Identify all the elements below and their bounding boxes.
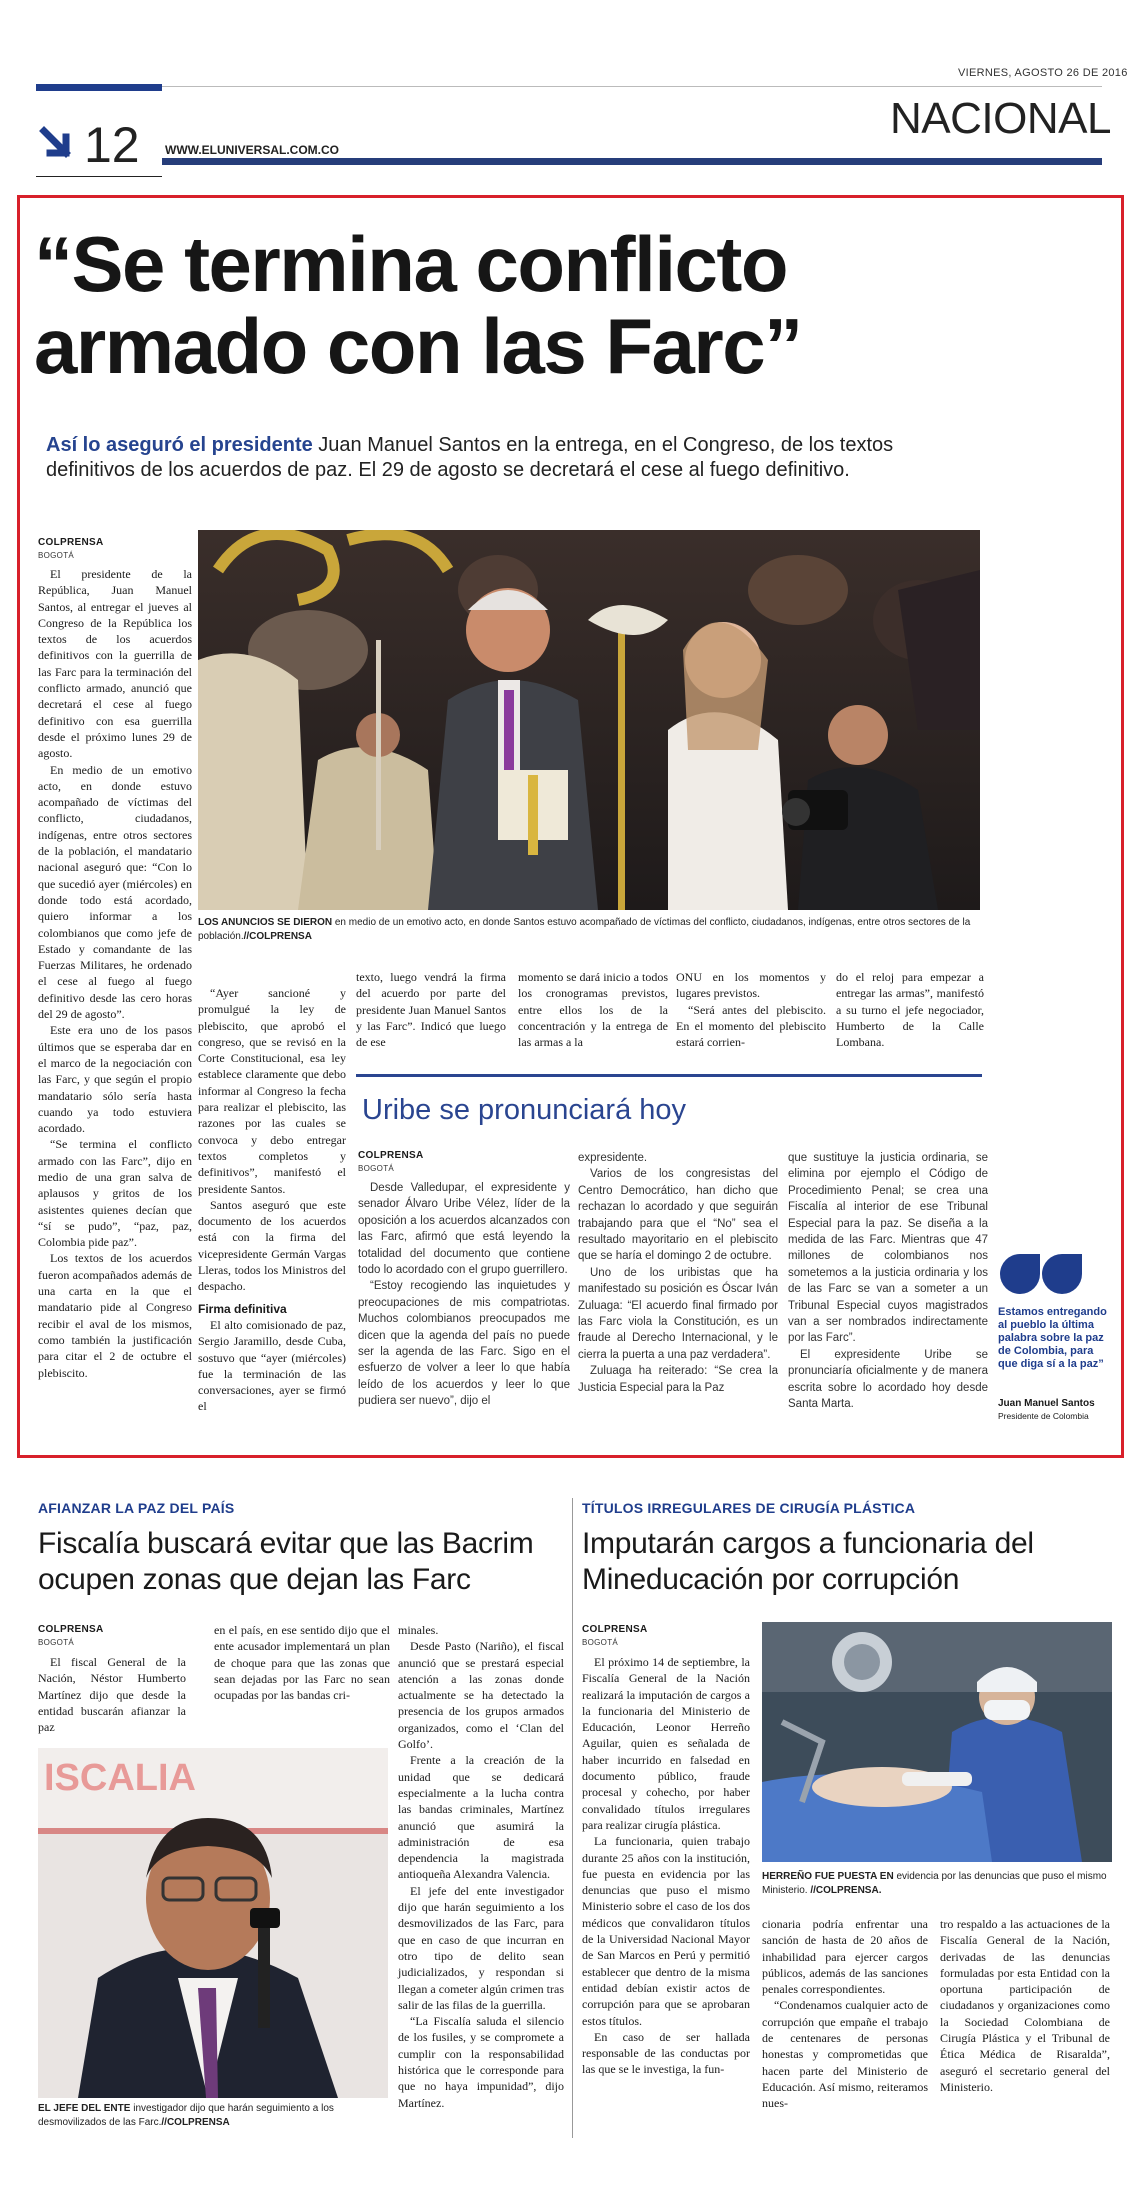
- uribe-city: BOGOTÁ: [358, 1164, 395, 1173]
- lead-deck: [46, 433, 926, 483]
- mineducacion-column-3: tro respaldo a las actuaciones de la Fiscalía General de la Nación, derivadas de las denuncias formuladas por esta Entidad con la oportuna participación de ciudadanos y organizaciones como la Sociedad Colombiana de Cirugía Plástica y el Tribunal de Ética Médica de Risaralda”, aseguró el secretario general del Ministerio.: [940, 1917, 1110, 2094]
- fiscal-photo-caption: EL JEFE DEL ENTE investigador dijo que harán seguimiento a los desmovilizados de las Farc.//COLPRENSA: [38, 2103, 334, 2128]
- uribe-column-2: expresidente. Varios de los congresistas del Centro Democrático, han dicho que rechazan lo acordado y que seguirán trabajando para que el “No” sea el resultado mayoritario en el plebiscito que se haría el domingo 2 de octubre. Uno de los uribistas que ha manifestado su posición es Óscar Iván Zuluaga: “El acuerdo final firmado por las Farc viola la Constitución, es un fraude al Derecho Internacional, y le cierra la puerta a una paz verdadera”. Zuluaga ha reiterado: “Se crea la Justicia Especial para la Paz: [578, 1152, 778, 1394]
- pull-quote-name: Juan Manuel Santos: [998, 1398, 1095, 1409]
- mineducacion-column-2: cionaria podría enfrentar una sanción de hasta de 20 años de inhabilidad para ejercer cargos públicos, además de las sanciones penales correspondientes. “Condenamos cualquier acto de corrupción que empañe el trabajo de centenares de personas honestas y comprometidas que hacen parte del Ministerio de Educación. Así mismo, reiteramos nues-: [762, 1917, 928, 2111]
- fiscalia-kicker: AFIANZAR LA PAZ DEL PAÍS: [38, 1500, 235, 1516]
- uribe-column-3: que sustituye la justicia ordinaria, se elimina por ejemplo el Código de Procedimiento Penal; se crea una Fiscalía al interior de ese Tribunal Especial para la paz. Se diseña a la medida de las Farc. Mientras que 47 millones de colombianos nos sometemos a la justicia ordinaria y los de las Farc se van a someter a un Tribunal Especial cuyos magistrados van a ser nombrados indirectamente por las Farc”. El expresidente Uribe se pronunciaría oficialmente y de manera escrita sobre lo acordado hoy desde Santa Marta.: [788, 1152, 988, 1411]
- lead-column-2: “Ayer sancioné y promulgué la ley de plebiscito, que aprobó el congreso, que se revisó en la Corte Constitucional, esa ley establece claramente que debo informar al Congreso la fecha para realizar el plebiscito, las razones por las cuales se convoca y debo entregar textos completos y definitivos”, manifestó el presidente Santos. Santos aseguró que este documento de los acuerdos está con la firma del vicepresidente Germán Vargas Lleras, todos los Ministros del despacho. Firma definitiva El alto comisionado de paz, Sergio Jaramillo, desde Cuba, sostuvo que “ayer (miércoles) fue la terminación de las conversaciones, ayer se firmó el: [198, 986, 346, 1414]
- santos-photo-caption: LOS ANUNCIOS SE DIERON en medio de un emotivo acto, en donde Santos estuvo acompañado de víctimas del conflicto, ciudadanos, indígenas, entre otros sectores de la población.//COLPRENSA: [198, 917, 971, 942]
- lead-column-4: momento se dará inicio a todos los cronogramas previstos, entre ellos los de la concentración y la entrega de las armas a la: [518, 970, 668, 1050]
- lead-column-1: El presidente de la República, Juan Manuel Santos, al entregar el jueves al Congreso de la República los textos de los acuerdos definitivos con la guerrilla de las Farc para la terminación del conflicto armado, anunció que decretará el cese al fuego definitivo con esa guerrilla desde el próximo lunes 29 de agosto. En medio de un emotivo acto, en donde estuvo acompañado de víctimas del conflicto, ciudadanos, indígenas, entre otros sectores de la población, el mandatario nacional aseguró que: “Con lo que sucedió ayer (miércoles) en donde todo está acordado, quiero informar a los colombianos que como jefe de Estado y comandante de las Fuerzas Militares, he ordenado el cese al fuego al fuego definitivo desde las cero horas del 29 de agosto”. Este era uno de los pasos últimos que se esperaba dar en el marco de la negociación con las Farc, y que según el propio mandatario sólo sería hasta cuando ya todo estuviera acordado. “Se termina el conflicto armado con las Farc”, dijo en medio de una gran salva de aplausos y gritos de los asistentes quienes decían que “sí se pudo”, “paz, paz, Colombia pide paz”. Los textos de los acuerdos fueron acompañados además de una carta en la que el mandatario pide al Congreso recibir el aval de los mismos, como también la justificación para citar el 2 de octubre el plebiscito.: [38, 567, 192, 1380]
- fiscal-photo: [38, 1748, 388, 2098]
- header-rule-bottom: [162, 158, 1102, 165]
- lead-headline-line2: armado con las Farc”: [34, 302, 802, 390]
- surgery-photo-caption: HERREÑO FUE PUESTA EN evidencia por las denuncias que puso el mismo Ministerio. //COLPRENSA.: [762, 1871, 1107, 1896]
- surgery-photo: [762, 1622, 1112, 1862]
- uribe-agency: COLPRENSA: [358, 1150, 424, 1161]
- page-number: 12: [84, 117, 140, 173]
- fiscalia-column-2: en el país, en ese sentido dijo que el ente acusador implementará un plan de choque para que las zonas que sean dejadas por las Farc no sean ocupadas por las bandas cri-: [214, 1623, 390, 1703]
- lead-agency: COLPRENSA: [38, 537, 104, 548]
- mineducacion-kicker: TÍTULOS IRREGULARES DE CIRUGÍA PLÁSTICA: [582, 1500, 916, 1516]
- section-title: NACIONAL: [890, 94, 1111, 143]
- lead-column-3: texto, luego vendrá la firma del acuerdo por parte del presidente Juan Manuel Santos y las Farc”. Indicó que luego de ese: [356, 970, 506, 1050]
- fiscalia-city: BOGOTÁ: [38, 1638, 75, 1647]
- header-rule-thin: [162, 86, 1102, 87]
- fiscalia-agency: COLPRENSA: [38, 1624, 104, 1635]
- mineducacion-agency: COLPRENSA: [582, 1624, 648, 1635]
- column-divider: [572, 1498, 573, 2138]
- mineducacion-column-1: El próximo 14 de septiembre, la Fiscalía General de la Nación realizará la imputación de cargos a la funcionaria del Ministerio de Educación, Leonor Herreño Aguilar, quien es señalada de haber incurrido en falsedad en documento público, fraude procesal y cohecho, por haber convalidado títulos irregulares para realizar cirugía plástica. La funcionaria, quien trabajo durante 25 años con la institución, fue puesta en evidencia por las denuncias que puso el mismo Ministerio sobre el caso de los dos médicos que convalidaron títulos de la Universidad Nacional Mayor de San Marcos en Perú y permitió establecer que dentro de la misma entidad debían existir actos de corrupción para que se aprobaran estos títulos. En caso de ser hallada responsable de las conductas por las que se le investiga, la fun-: [582, 1655, 750, 2077]
- uribe-headline: Uribe se pronunciará hoy: [362, 1094, 687, 1126]
- site-url[interactable]: WWW.ELUNIVERSAL.COM.CO: [165, 143, 339, 157]
- santos-photo: [198, 530, 980, 910]
- fiscalia-column-1: El fiscal General de la Nación, Néstor Humberto Martínez dijo que desde la entidad buscarán afianzar la paz: [38, 1655, 186, 1735]
- uribe-column-1: Desde Valledupar, el expresidente y senador Álvaro Uribe Vélez, líder de la oposición a los acuerdos alcanzados con las Farc, afirmó que está leyendo la totalidad del documento que contiene todo lo acordado con el grupo guerrillero. “Estoy recogiendo las inquietudes y preocupaciones de mis compatriotas. Muchos colombianos preocupados me dicen que la agenda del país no puede ser la agenda de las Farc. Sigo en el esfuerzo de volver a leer lo que había leído de los acuerdos y leer lo que pudiera ser nuevo”, dijo el: [358, 1182, 570, 1408]
- fiscalia-sign-text: ISCALIA: [44, 1757, 196, 1799]
- fiscalia-column-3: minales. Desde Pasto (Nariño), el fiscal anunció que se prestará especial atención a las zonas donde actualmente se ha detectado la presencia de los grupos armados organizados, como el ‘Clan del Golfo’. Frente a la creación de la unidad que se dedicará especialmente a la lucha contra las bandas criminales, Martínez anunció que asumirá la administración de esa dependencia la magistrada antioqueña Alexandra Valencia. El jefe del ente investigador dijo que harán seguimiento a los desmovilizados de las Farc, para que en caso de que incurran en otro tipo de delito sean judicializados, y respondan si llegan a cometer algún crimen tras salir de las filas de la guerrilla. “La Fiscalía saluda el silencio de los fusiles, y se compromete a cumplir con la responsabilidad histórica que le corresponde para que no haya impunidad”, dijo Martínez.: [398, 1623, 564, 2110]
- mineducacion-city: BOGOTÁ: [582, 1638, 619, 1647]
- lead-city: BOGOTÁ: [38, 551, 75, 560]
- fiscalia-headline: Fiscalía buscará evitar que las Bacrim ocupen zonas que dejan las Farc: [38, 1527, 534, 1596]
- lead-column-5: ONU en los momentos y lugares previstos. “Será antes del plebiscito. En el momento del plebiscito estará corrien-: [676, 970, 826, 1050]
- lead-column-6: do el reloj para empezar a entregar las armas”, manifestó a su turno el jefe negociador, Humberto de la Calle Lombana.: [836, 970, 984, 1050]
- arrow-icon: [38, 125, 80, 167]
- mineducacion-headline: Imputarán cargos a funcionaria del Mineducación por corrupción: [582, 1527, 1034, 1596]
- quote-marks-icon: [1000, 1254, 1082, 1300]
- header-rule-top: [36, 84, 162, 91]
- issue-date: VIERNES, AGOSTO 26 DE 2016: [958, 67, 1128, 79]
- deck-text: Juan Manuel Santos en la entrega, en el Congreso, de los textos definitivos de los acuerdos de paz. El 29 de agosto se decretará el cese al fuego definitivo.: [46, 434, 894, 481]
- deck-lead-in: Así lo aseguró el presidente: [46, 434, 313, 456]
- header-rule-left: [36, 176, 162, 177]
- uribe-rule: [356, 1074, 982, 1077]
- lead-headline-line1: “Se termina conflicto: [34, 220, 787, 308]
- pull-quote-text: Estamos entregando al pueblo la última palabra sobre la paz de Colombia, para que diga sí a la paz”: [998, 1306, 1107, 1370]
- pull-quote-role: Presidente de Colombia: [998, 1411, 1089, 1421]
